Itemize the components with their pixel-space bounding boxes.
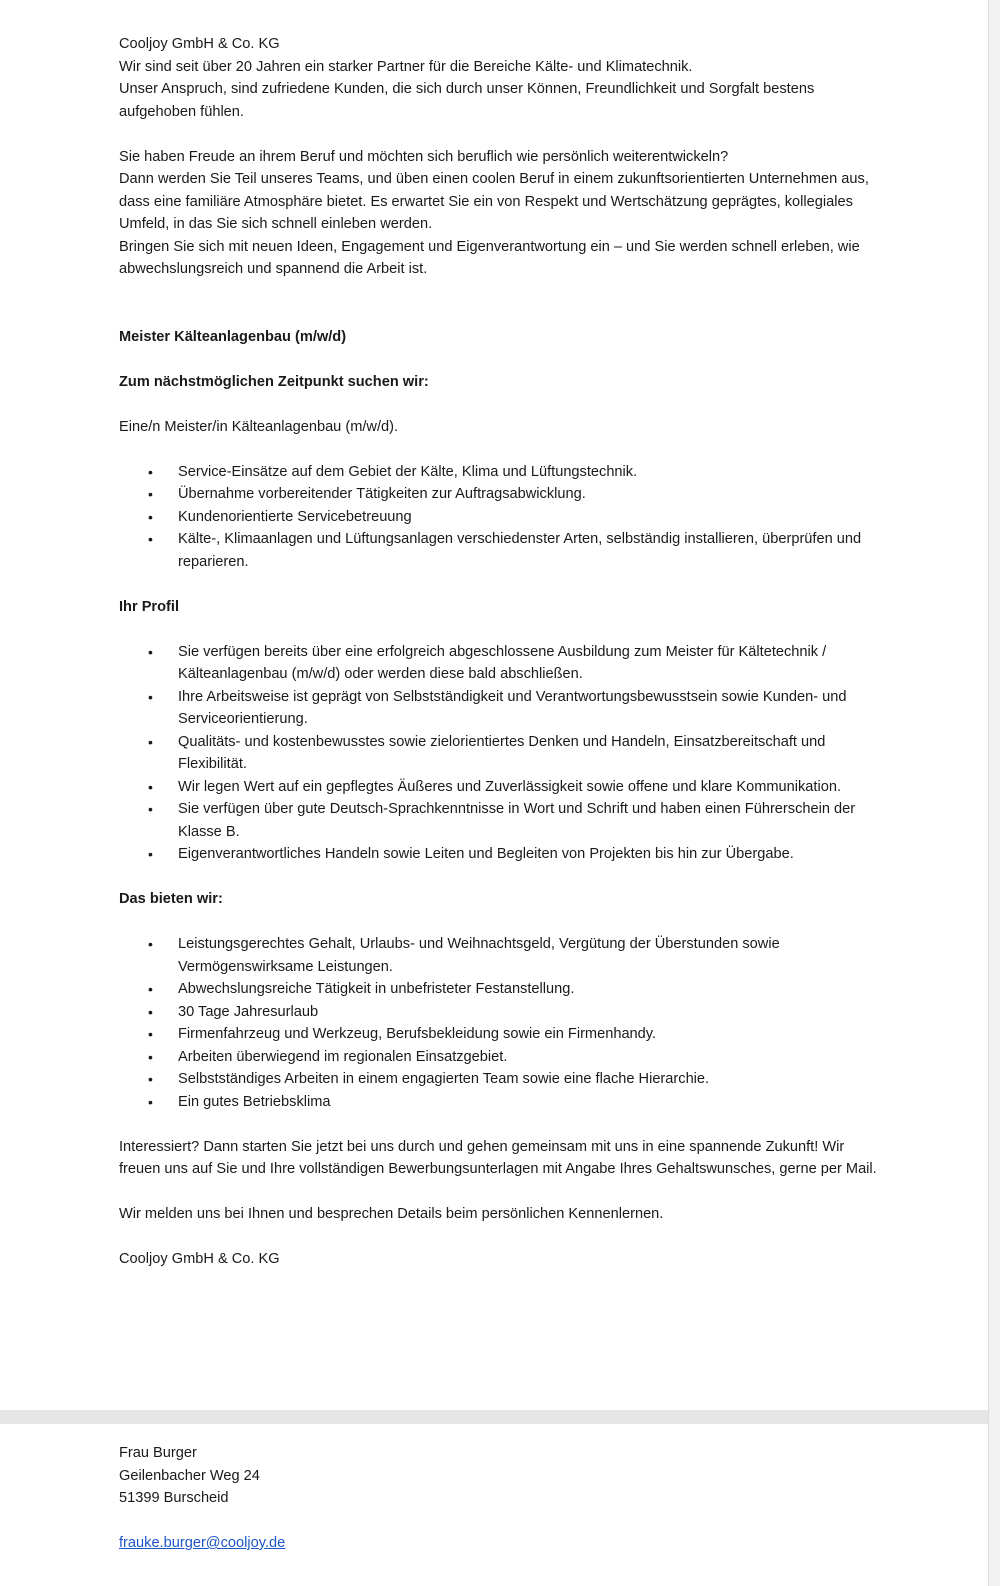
intro-line-1: Wir sind seit über 20 Jahren ein starker Partner für die Bereiche Kälte- und Klimatechnik. [119, 58, 693, 75]
list-item: • 30 Tage Jahresurlaub [178, 1001, 888, 1024]
profile-heading: Ihr Profil [119, 598, 179, 615]
closing-line: Wir melden uns bei Ihnen und besprechen Details beim persönlichen Kennenlernen. [119, 1206, 664, 1222]
company-name-header: Cooljoy GmbH & Co. KG [119, 36, 280, 52]
tasks-list [119, 461, 888, 574]
spacer [119, 123, 888, 146]
list-item: • Arbeiten überwiegend im regionalen Einsatzgebiet. [178, 1046, 888, 1069]
list-item: • Eigenverantwortliches Handeln sowie Leiten und Begleiten von Projekten bis hin zur Übergabe. [178, 843, 888, 866]
spacer [119, 866, 888, 889]
list-item: • Übernahme vorbereitender Tätigkeiten zur Auftragsabwicklung. [178, 483, 888, 506]
search-line: Eine/n Meister/in Kälteanlagenbau (m/w/d). [119, 418, 399, 435]
spacer [119, 1113, 888, 1136]
spacer [119, 438, 888, 461]
list-item: • Service-Einsätze auf dem Gebiet der Kälte, Klima und Lüftungstechnik. [178, 461, 888, 484]
list-item: • Ein gutes Betriebsklima [178, 1091, 888, 1114]
list-item: • Abwechslungsreiche Tätigkeit in unbefristeter Festanstellung. [178, 978, 888, 1001]
contact-city: 51399 Burscheid [119, 1490, 229, 1506]
closing-company-name: Cooljoy GmbH & Co. KG [119, 1251, 280, 1267]
list-item: • Selbstständiges Arbeiten in einem engagierten Team sowie eine flache Hierarchie. [178, 1068, 888, 1091]
job-title: Meister Kälteanlagenbau (m/w/d) [119, 328, 347, 345]
spacer [119, 618, 888, 641]
spacer [119, 348, 888, 371]
spacer [119, 281, 888, 326]
motivation-line-3: Bringen Sie sich mit neuen Ideen, Engagement und Eigenverantwortung ein – und Sie werden schnell erleben, wie abwechslungsreich und spannend die Arbeit ist. [119, 238, 860, 277]
list-item: • Sie verfügen bereits über eine erfolgreich abgeschlossene Ausbildung zum Meister für Kältetechnik / Kälteanlagenbau (m/w/d) oder werden diese bald abschließen. [178, 641, 888, 686]
search-heading: Zum nächstmöglichen Zeitpunkt suchen wir: [119, 373, 429, 390]
spacer [119, 1510, 888, 1533]
intro-line-2: Unser Anspruch, sind zufriedene Kunden, die sich durch unser Können, Freundlichkeit und Sorgfalt bestens aufgehoben fühlen. [119, 81, 815, 120]
offer-list [119, 933, 888, 1113]
contact-street: Geilenbacher Weg 24 [119, 1467, 260, 1484]
list-item: • Sie verfügen über gute Deutsch-Sprachkenntnisse in Wort und Schrift und haben einen Führerschein der Klasse B. [178, 798, 888, 843]
spacer [119, 393, 888, 416]
contact-email-line [119, 1532, 888, 1555]
contact-email-link[interactable]: frauke.burger@cooljoy.de [119, 1535, 286, 1551]
spacer [119, 1226, 888, 1249]
list-item: • Leistungsgerechtes Gehalt, Urlaubs- und Weihnachtsgeld, Vergütung der Überstunden sowie Vermögenswirksame Leistungen. [178, 933, 888, 978]
list-item: • Qualitäts- und kostenbewusstes sowie zielorientiertes Denken und Handeln, Einsatzbereitschaft und Flexibilität. [178, 731, 888, 776]
motivation-line-2: Dann werden Sie Teil unseres Teams, und üben einen coolen Beruf in einem zukunftsorientierten Unternehmen aus, dass eine familiäre Atmosphäre bietet. Es erwartet Sie ein von Respekt und Wertschätzung geprägtes, kollegiales Umfeld, in das Sie sich schnell einleben werden. [119, 171, 869, 232]
scrollbar-track[interactable] [988, 0, 1000, 1586]
spacer [119, 911, 888, 934]
document-page-2 [0, 1424, 988, 1586]
list-item: • Ihre Arbeitsweise ist geprägt von Selbstständigkeit und Verantwortungsbewusstsein sowie Kunden- und Serviceorientierung. [178, 686, 888, 731]
contact-name: Frau Burger [119, 1445, 197, 1461]
closing-paragraph: Interessiert? Dann starten Sie jetzt bei uns durch und gehen gemeinsam mit uns in eine spannende Zukunft! Wir freuen uns auf Sie und Ihre vollständigen Bewerbungsunterlagen mit Angabe Ihres Gehaltswunsches, gerne per Mail. [119, 1138, 877, 1177]
spacer [119, 1181, 888, 1204]
offer-heading: Das bieten wir: [119, 891, 223, 907]
list-item: • Kundenorientierte Servicebetreuung [178, 506, 888, 529]
list-item: • Wir legen Wert auf ein gepflegtes Äußeres und Zuverlässigkeit sowie offene und klare Kommunikation. [178, 776, 888, 799]
list-item: • Kälte-, Klimaanlagen und Lüftungsanlagen verschiedenster Arten, selbständig installieren, überprüfen und reparieren. [178, 528, 888, 573]
motivation-line-1: Sie haben Freude an ihrem Beruf und möchten sich beruflich wie persönlich weiterentwickeln? [119, 148, 729, 165]
spacer [119, 573, 888, 596]
list-item: • Firmenfahrzeug und Werkzeug, Berufsbekleidung sowie ein Firmenhandy. [178, 1023, 888, 1046]
profile-list [119, 641, 888, 866]
